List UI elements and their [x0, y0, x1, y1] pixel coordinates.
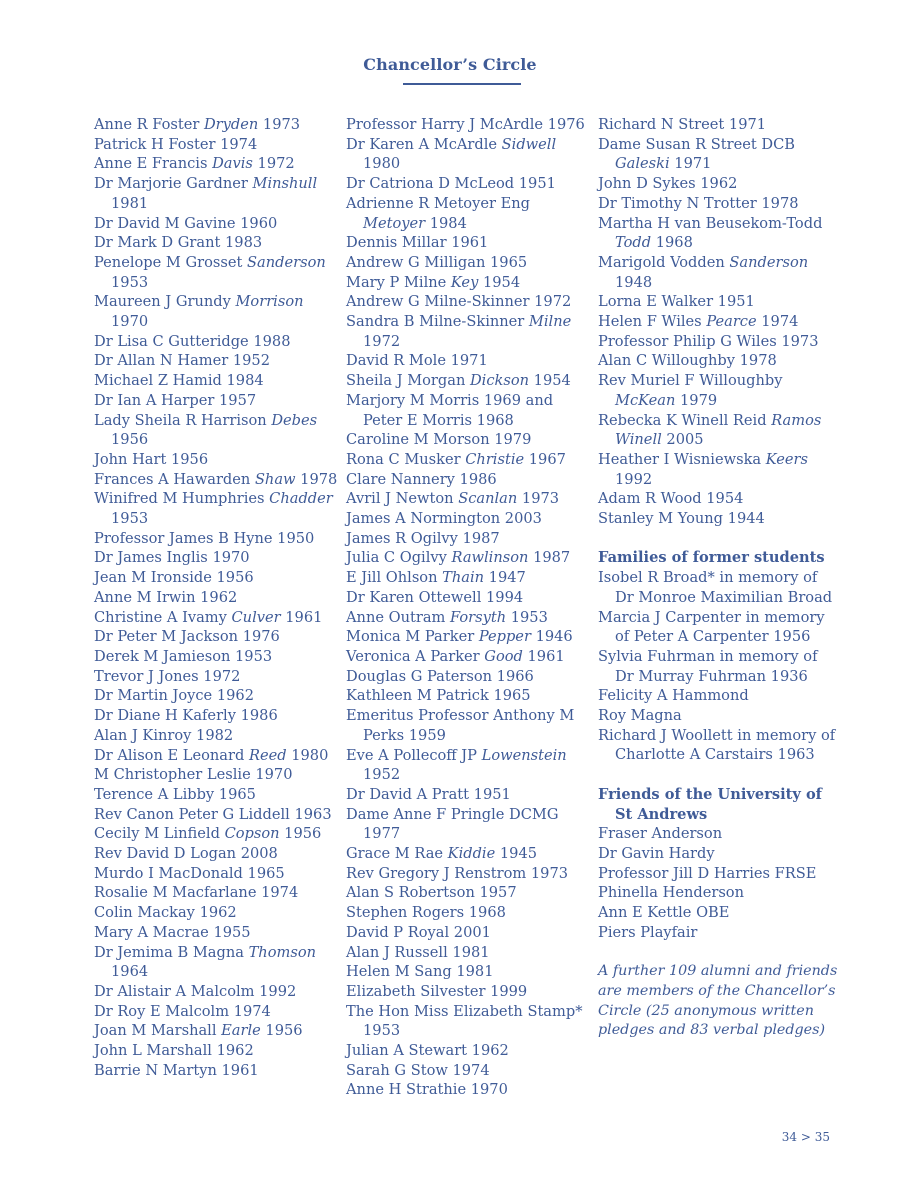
friends-item: Ann E Kettle OBE: [598, 904, 730, 922]
name-entry: Eve A Pollecoff JP Lowenstein 1952: [346, 746, 567, 784]
name-entry: David P Royal 2001: [346, 923, 491, 941]
families-item: Sylvia Fuhrman in memory of Dr Murray Fuhrman 1936: [598, 647, 818, 685]
name-entry: Dame Susan R Street DCB Galeski 1971: [598, 135, 795, 173]
name-entry: Julia C Ogilvy Rawlinson 1987: [346, 549, 571, 567]
friends-item: Phinella Henderson: [598, 884, 744, 902]
name-entry: Anne R Foster Dryden 1973: [94, 116, 301, 133]
name-entry: The Hon Miss Elizabeth Stamp* 1953: [346, 1002, 583, 1040]
name-entry: Heather I Wisniewska Keers 1992: [598, 450, 808, 488]
name-entry: Dr Catriona D McLeod 1951: [346, 175, 556, 193]
name-entry: Adam R Wood 1954: [598, 490, 744, 508]
name-entry: Julian A Stewart 1962: [346, 1042, 509, 1060]
name-entry: Dr Marjorie Gardner Minshull 1981: [94, 175, 318, 212]
name-entry: Stanley M Young 1944: [598, 510, 765, 528]
name-entry: Adrienne R Metoyer Eng Metoyer 1984: [346, 194, 530, 232]
name-entry: Dr David M Gavine 1960: [94, 214, 278, 232]
maiden-name: Copson: [224, 825, 280, 843]
name-entry: Dr James Inglis 1970: [94, 549, 250, 567]
maiden-name: Pearce: [706, 313, 757, 331]
maiden-name: Reed: [248, 746, 287, 764]
name-entry: Dr David A Pratt 1951: [346, 785, 511, 803]
name-entry: Rosalie M Macfarlane 1974: [94, 884, 299, 902]
maiden-name: Todd: [615, 234, 652, 252]
name-entry: Professor James B Hyne 1950: [94, 529, 315, 547]
families-item: Isobel R Broad* in memory of Dr Monroe Maximilian Broad: [598, 569, 833, 606]
maiden-name: McKean: [615, 391, 676, 409]
name-entry: E Jill Ohlson Thain 1947: [346, 569, 526, 587]
name-entry: Dr Allan N Hamer 1952: [94, 352, 270, 370]
page-title: Chancellor’s Circle: [363, 55, 537, 74]
name-entry: Penelope M Grosset Sanderson 1953: [94, 253, 326, 291]
families-item: Marcia J Carpenter in memory of Peter A Carpenter 1956: [598, 608, 825, 646]
name-entry: James R Ogilvy 1987: [346, 529, 500, 547]
maiden-name: Minshull: [252, 175, 318, 193]
name-entry: Dr Diane H Kaferly 1986: [94, 707, 278, 725]
maiden-name: Christie: [465, 450, 525, 468]
name-entry: Alan J Kinroy 1982: [94, 726, 234, 744]
name-entry: Cecily M Linfield Copson 1956: [94, 825, 322, 843]
maiden-name: Milne: [528, 313, 572, 331]
name-entry: Anne Outram Forsyth 1953: [346, 608, 548, 626]
name-entry: Rev Gregory J Renstrom 1973: [346, 864, 569, 882]
column-3: [598, 115, 838, 1041]
maiden-name: Dryden: [203, 116, 259, 133]
friends-item: Professor Jill D Harries FRSE: [598, 864, 817, 882]
column-3-entries: [598, 115, 838, 529]
name-entry: Rev Canon Peter G Liddell 1963: [94, 805, 332, 823]
name-entry: Dr Roy E Malcolm 1974: [94, 1002, 271, 1020]
name-entry: Dr Karen A McArdle Sidwell 1980: [346, 135, 557, 173]
maiden-name: Rawlinson: [451, 549, 529, 567]
name-entry: Dr Peter M Jackson 1976: [94, 628, 280, 646]
name-entry: Andrew G Milligan 1965: [346, 253, 528, 271]
name-entry: Christine A Ivamy Culver 1961: [94, 608, 323, 626]
name-entry: Martha H van Beusekom-Todd Todd 1968: [598, 214, 823, 252]
column-2: [346, 115, 591, 1100]
maiden-name: Scanlan: [458, 490, 518, 508]
maiden-name: Sanderson: [247, 253, 326, 271]
name-entry: Andrew G Milne-Skinner 1972: [346, 293, 572, 311]
maiden-name: Key: [450, 273, 479, 291]
name-entry: Sarah G Stow 1974: [346, 1061, 490, 1079]
maiden-name: Kiddie: [447, 845, 496, 863]
maiden-name: Chadder: [269, 490, 333, 508]
maiden-name: Culver: [231, 608, 281, 626]
name-entry: Anne M Irwin 1962: [94, 588, 238, 606]
name-entry: Alan J Russell 1981: [346, 943, 490, 961]
name-entry: Barrie N Martyn 1961: [94, 1061, 259, 1079]
name-entry: Dr Alistair A Malcolm 1992: [94, 982, 297, 1000]
name-entry: Dr Mark D Grant 1983: [94, 234, 263, 252]
name-entry: Veronica A Parker Good 1961: [346, 647, 565, 665]
maiden-name: Sidwell: [501, 135, 557, 153]
name-entry: M Christopher Leslie 1970: [94, 766, 293, 784]
name-entry: Marjory M Morris 1969 and Peter E Morris 1968: [346, 391, 554, 429]
maiden-name: Good: [484, 647, 523, 665]
families-item: Roy Magna: [598, 707, 682, 725]
name-entry: Dr Jemima B Magna Thomson 1964: [94, 943, 317, 981]
maiden-name: Earle: [221, 1022, 261, 1040]
name-entry: Alan S Robertson 1957: [346, 884, 517, 902]
maiden-name: Sanderson: [729, 253, 809, 271]
maiden-name: Thomson: [248, 943, 317, 961]
name-entry: David R Mole 1971: [346, 352, 488, 370]
families-list: [598, 568, 838, 765]
maiden-name: Forsyth: [450, 608, 507, 626]
name-entry: Rev David D Logan 2008: [94, 845, 278, 863]
name-entry: Mary P Milne Key 1954: [346, 273, 521, 291]
name-entry: John D Sykes 1962: [598, 175, 738, 193]
friends-heading: Friends of the University of St Andrews: [598, 785, 822, 823]
name-entry: Grace M Rae Kiddie 1945: [346, 845, 538, 863]
name-entry: Marigold Vodden Sanderson 1948: [598, 253, 809, 291]
footnote: A further 109 alumni and friends are members of the Chancellor’s Circle (25 anonymous written pledges and 83 verbal pledges): [598, 963, 838, 1039]
name-entry: Winifred M Humphries Chadder 1953: [94, 490, 333, 528]
name-entry: John Hart 1956: [94, 450, 209, 468]
name-entry: Dennis Millar 1961: [346, 234, 489, 252]
families-item: Felicity A Hammond: [598, 687, 749, 705]
name-entry: Caroline M Morson 1979: [346, 431, 532, 449]
name-entry: Anne H Strathie 1970: [346, 1081, 508, 1099]
name-entry: Emeritus Professor Anthony M Perks 1959: [346, 707, 575, 744]
name-entry: Michael Z Hamid 1984: [94, 372, 264, 390]
name-entry: Monica M Parker Pepper 1946: [346, 628, 573, 646]
maiden-name: Galeski: [615, 155, 670, 173]
name-entry: John L Marshall 1962: [94, 1042, 254, 1060]
name-entry: Alan C Willoughby 1978: [598, 352, 777, 370]
maiden-name: Debes: [271, 411, 318, 429]
name-entry: Rebecka K Winell Reid Ramos Winell 2005: [598, 411, 822, 449]
name-entry: Anne E Francis Davis 1972: [94, 155, 295, 173]
name-entry: Rev Muriel F Willoughby McKean 1979: [598, 372, 783, 409]
page-numbers: 34 > 35: [781, 1130, 830, 1144]
name-entry: Stephen Rogers 1968: [346, 904, 506, 922]
maiden-name: Dickson: [469, 372, 530, 390]
families-item: Richard J Woollett in memory of Charlotte A Carstairs 1963: [598, 726, 836, 764]
name-entry: Frances A Hawarden Shaw 1978: [94, 470, 338, 488]
maiden-name: Pepper: [478, 628, 531, 646]
name-entry: Douglas G Paterson 1966: [346, 667, 534, 685]
name-entry: Derek M Jamieson 1953: [94, 647, 273, 665]
name-entry: Dr Timothy N Trotter 1978: [598, 194, 799, 212]
name-entry: Rona C Musker Christie 1967: [346, 450, 566, 468]
friends-item: Dr Gavin Hardy: [598, 844, 715, 862]
maiden-name: Morrison: [235, 293, 304, 311]
column-1: [94, 115, 339, 1080]
name-entry: Terence A Libby 1965: [94, 785, 256, 803]
families-heading: Families of former students: [598, 549, 825, 567]
name-entry: Mary A Macrae 1955: [94, 923, 251, 941]
name-entry: Lady Sheila R Harrison Debes 1956: [94, 411, 318, 449]
maiden-name: Lowenstein: [481, 746, 567, 764]
name-entry: Joan M Marshall Earle 1956: [94, 1022, 303, 1040]
name-entry: Elizabeth Silvester 1999: [346, 982, 528, 1000]
name-entry: Professor Philip G Wiles 1973: [598, 332, 819, 350]
name-entry: Sandra B Milne-Skinner Milne 1972: [346, 313, 572, 350]
maiden-name: Shaw: [254, 470, 296, 488]
name-entry: Dr Ian A Harper 1957: [94, 391, 257, 409]
name-entry: Colin Mackay 1962: [94, 904, 237, 922]
name-entry: Helen M Sang 1981: [346, 963, 494, 981]
name-entry: Jean M Ironside 1956: [94, 569, 254, 587]
name-entry: Dr Lisa C Gutteridge 1988: [94, 332, 291, 350]
name-entry: Patrick H Foster 1974: [94, 135, 258, 153]
name-entry: Avril J Newton Scanlan 1973: [346, 490, 560, 508]
maiden-name: Keers: [765, 450, 808, 468]
name-entry: Dr Alison E Leonard Reed 1980: [94, 746, 329, 764]
title-underline: [403, 83, 521, 85]
friends-item: Piers Playfair: [598, 923, 698, 941]
name-entry: Trevor J Jones 1972: [94, 667, 241, 685]
name-entry: Clare Nannery 1986: [346, 470, 497, 488]
maiden-name: Davis: [212, 155, 253, 173]
name-entry: Lorna E Walker 1951: [598, 293, 755, 311]
name-entry: Richard N Street 1971: [598, 116, 767, 133]
name-entry: Professor Harry J McArdle 1976: [346, 116, 585, 133]
maiden-name: Metoyer: [363, 214, 426, 232]
maiden-name: Thain: [442, 569, 485, 587]
name-entry: Helen F Wiles Pearce 1974: [598, 313, 799, 331]
name-entry: Maureen J Grundy Morrison 1970: [94, 293, 304, 331]
name-entry: Dr Karen Ottewell 1994: [346, 588, 524, 606]
name-entry: Sheila J Morgan Dickson 1954: [346, 372, 571, 390]
maiden-name: Ramos Winell: [615, 411, 822, 449]
name-entry: Dame Anne F Pringle DCMG 1977: [346, 805, 559, 843]
name-entry: James A Normington 2003: [346, 510, 542, 528]
friends-list: [598, 824, 838, 942]
name-entry: Murdo I MacDonald 1965: [94, 864, 285, 882]
name-entry: Kathleen M Patrick 1965: [346, 687, 531, 705]
friends-item: Fraser Anderson: [598, 825, 723, 843]
name-entry: Dr Martin Joyce 1962: [94, 687, 254, 705]
